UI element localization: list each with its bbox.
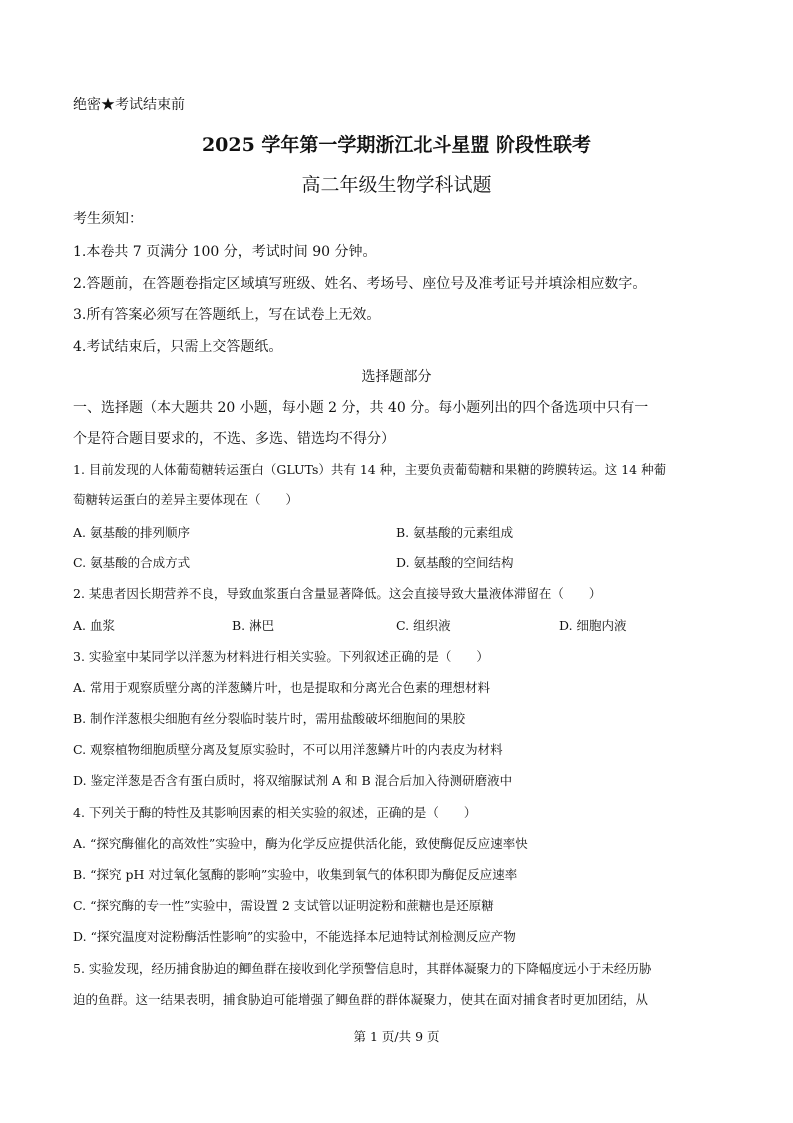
question-stem: 萄糖转运蛋白的差异主要体现在（ ） bbox=[73, 492, 299, 507]
exam-title: 2025 学年第一学期浙江北斗星盟 阶段性联考 bbox=[201, 134, 592, 156]
notice-heading: 考生须知： bbox=[73, 211, 143, 227]
section-intro: 一、选择题（本大题共 20 小题，每小题 2 分，共 40 分。每小题列出的四个备选项中只有一 bbox=[73, 400, 649, 416]
section-title: 选择题部分 bbox=[361, 369, 432, 385]
option: D. 细胞内液 bbox=[559, 618, 627, 633]
option: A. 氨基酸的排列顺序 bbox=[73, 525, 190, 540]
page-number: 第 1 页/共 9 页 bbox=[353, 1029, 440, 1044]
option: D. 氨基酸的空间结构 bbox=[396, 555, 514, 570]
confidential-label: 绝密★考试结束前 bbox=[73, 97, 185, 113]
option: A. “探究酶催化的高效性”实验中，酶为化学反应提供活化能，致使酶促反应速率快 bbox=[73, 836, 528, 851]
exam-subtitle: 高二年级生物学科试题 bbox=[301, 174, 492, 196]
option: D. “探究温度对淀粉酶活性影响”的实验中，不能选择本尼迪特试剂检测反应产物 bbox=[73, 929, 516, 944]
question-stem: 1. 目前发现的人体葡萄糖转运蛋白（GLUTs）共有 14 种，主要负责葡萄糖和果糖的跨膜转运。这 14 种葡 bbox=[73, 462, 667, 477]
option: D. 鉴定洋葱是否含有蛋白质时，将双缩脲试剂 A 和 B 混合后加入待测研磨液中 bbox=[73, 773, 513, 788]
notice-item: 2.答题前，在答题卷指定区域填写班级、姓名、考场号、座位号及准考证号并填涂相应数字。 bbox=[73, 276, 647, 292]
notice-item: 4.考试结束后，只需上交答题纸。 bbox=[73, 339, 283, 355]
notice-item: 3.所有答案必须写在答题纸上，写在试卷上无效。 bbox=[73, 307, 381, 323]
question-stem: 5. 实验发现，经历捕食胁迫的鲫鱼群在接收到化学预警信息时，其群体凝聚力的下降幅度远小于未经历胁 bbox=[73, 961, 652, 976]
question-stem: 4. 下列关于酶的特性及其影响因素的相关实验的叙述，正确的是（ ） bbox=[73, 805, 477, 820]
question-stem: 3. 实验室中某同学以洋葱为材料进行相关实验。下列叙述正确的是（ ） bbox=[73, 649, 489, 664]
option: B. 氨基酸的元素组成 bbox=[396, 525, 514, 540]
question-stem: 迫的鱼群。这一结果表明，捕食胁迫可能增强了鲫鱼群的群体凝聚力，使其在面对捕食者时更加团结，从 bbox=[73, 992, 649, 1007]
option: B. “探究 pH 对过氧化氢酶的影响”实验中，收集到氧气的体积即为酶促反应速率 bbox=[73, 867, 518, 882]
option: A. 常用于观察质壁分离的洋葱鳞片叶，也是提取和分离光合色素的理想材料 bbox=[73, 680, 490, 695]
option: B. 淋巴 bbox=[232, 618, 275, 633]
option: A. 血浆 bbox=[73, 618, 115, 633]
option: C. “探究酶的专一性”实验中，需设置 2 支试管以证明淀粉和蔗糖也是还原糖 bbox=[73, 898, 494, 913]
question-stem: 2. 某患者因长期营养不良，导致血浆蛋白含量显著降低。这会直接导致大量液体滞留在（ ） bbox=[73, 586, 602, 601]
option: C. 观察植物细胞质壁分离及复原实验时，不可以用洋葱鳞片叶的内表皮为材料 bbox=[73, 742, 503, 757]
option: B. 制作洋葱根尖细胞有丝分裂临时装片时，需用盐酸破坏细胞间的果胶 bbox=[73, 711, 466, 726]
option: C. 组织液 bbox=[396, 618, 451, 633]
section-intro: 个是符合题目要求的，不选、多选、错选均不得分） bbox=[73, 431, 395, 447]
option: C. 氨基酸的合成方式 bbox=[73, 555, 191, 570]
notice-item: 1.本卷共 7 页满分 100 分，考试时间 90 分钟。 bbox=[73, 244, 377, 260]
